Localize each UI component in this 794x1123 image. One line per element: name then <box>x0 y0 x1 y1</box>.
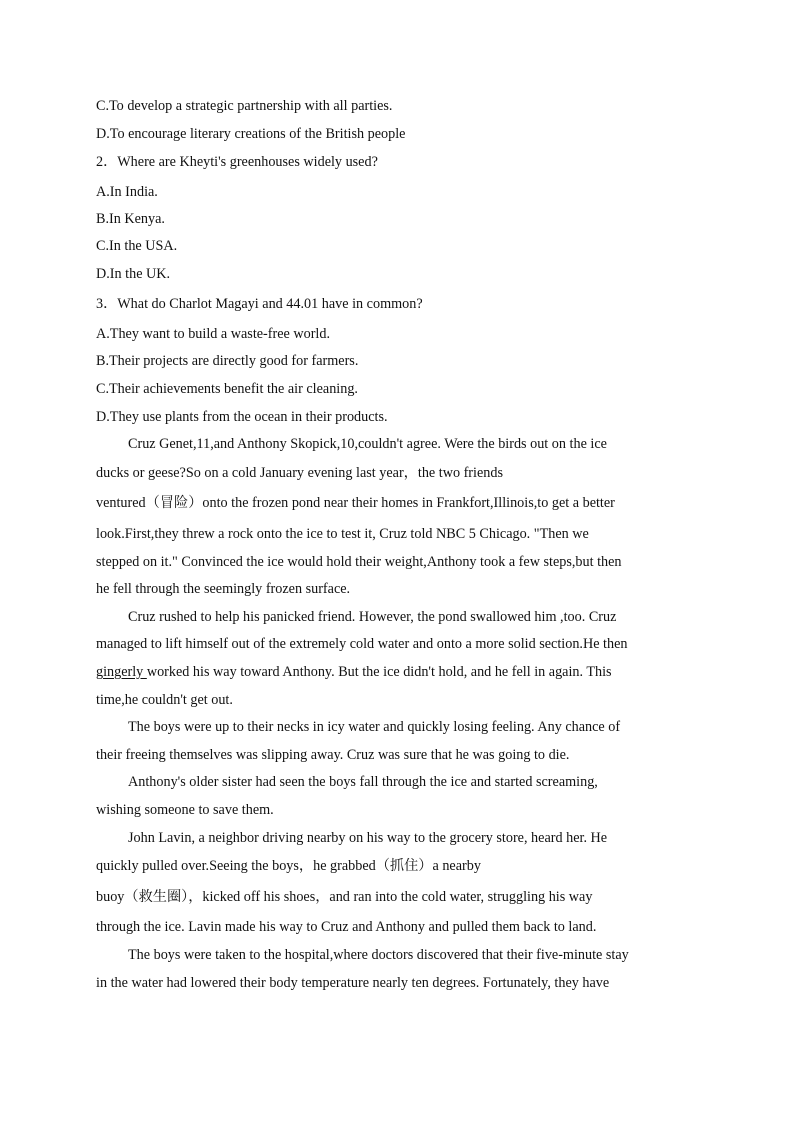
q3-option-d: D.They use plants from the ocean in their products. <box>96 409 388 425</box>
paragraph-2-line: Cruz rushed to help his panicked friend. However, the pond swallowed him ,too. Cruz <box>128 609 617 625</box>
paragraph-1-line: stepped on it." Convinced the ice would hold their weight,Anthony took a few steps,but then <box>96 554 622 570</box>
paragraph-5-line: John Lavin, a neighbor driving nearby on his way to the grocery store, heard her. He <box>128 830 608 846</box>
q1-option-d: D.To encourage literary creations of the British people <box>96 126 406 142</box>
paragraph-4-line: Anthony's older sister had seen the boys fall through the ice and started screaming, <box>128 774 598 790</box>
q3-option-b: B.Their projects are directly good for farmers. <box>96 353 359 369</box>
paragraph-1-line: look.First,they threw a rock onto the ice to test it, Cruz told NBC 5 Chicago. "Then we <box>96 526 589 542</box>
paragraph-2-line: managed to lift himself out of the extremely cold water and onto a more solid section.He then <box>96 636 628 652</box>
q2-option-c: C.In the USA. <box>96 238 178 254</box>
q1-option-c: C.To develop a strategic partnership with all parties. <box>96 98 393 114</box>
paragraph-3-line: their freeing themselves was slipping away. Cruz was sure that he was going to die. <box>96 747 570 763</box>
paragraph-1-line: Cruz Genet,11,and Anthony Skopick,10,couldn't agree. Were the birds out on the ice <box>128 436 607 452</box>
q2-stem: 2．Where are Kheyti's greenhouses widely used? <box>96 154 378 170</box>
paragraph-1-line: ventured（冒险）onto the frozen pond near their homes in Frankfort,Illinois,to get a better <box>96 495 615 511</box>
q2-option-d: D.In the UK. <box>96 266 171 282</box>
paragraph-5-line: through the ice. Lavin made his way to Cruz and Anthony and pulled them back to land. <box>96 919 597 935</box>
q3-option-a: A.They want to build a waste-free world. <box>96 326 331 342</box>
paragraph-4-line: wishing someone to save them. <box>96 802 274 818</box>
paragraph-2-line <box>96 663 612 681</box>
line-text: worked his way toward Anthony. But the ice didn't hold, and he fell in again. This <box>146 664 612 680</box>
paragraph-1-line: he fell through the seemingly frozen surface. <box>96 581 351 597</box>
paragraph-5-line: buoy（救生圈），kicked off his shoes，and ran into the cold water, struggling his way <box>96 889 593 905</box>
q3-option-c: C.Their achievements benefit the air cleaning. <box>96 381 358 397</box>
underlined-word: gingerly <box>96 664 147 680</box>
paragraph-6-line: in the water had lowered their body temperature nearly ten degrees. Fortunately, they have <box>96 975 610 991</box>
q2-option-a: A.In India. <box>96 184 158 200</box>
paragraph-3-line: The boys were up to their necks in icy water and quickly losing feeling. Any chance of <box>128 719 621 735</box>
paragraph-2-line: time,he couldn't get out. <box>96 692 233 708</box>
paragraph-5-line: quickly pulled over.Seeing the boys，he grabbed（抓住）a nearby <box>96 858 481 874</box>
paragraph-6-line: The boys were taken to the hospital,where doctors discovered that their five-minute stay <box>128 947 629 963</box>
q3-stem: 3．What do Charlot Magayi and 44.01 have in common? <box>96 296 423 312</box>
q2-option-b: B.In Kenya. <box>96 211 165 227</box>
paragraph-1-line: ducks or geese?So on a cold January evening last year，the two friends <box>96 465 503 481</box>
